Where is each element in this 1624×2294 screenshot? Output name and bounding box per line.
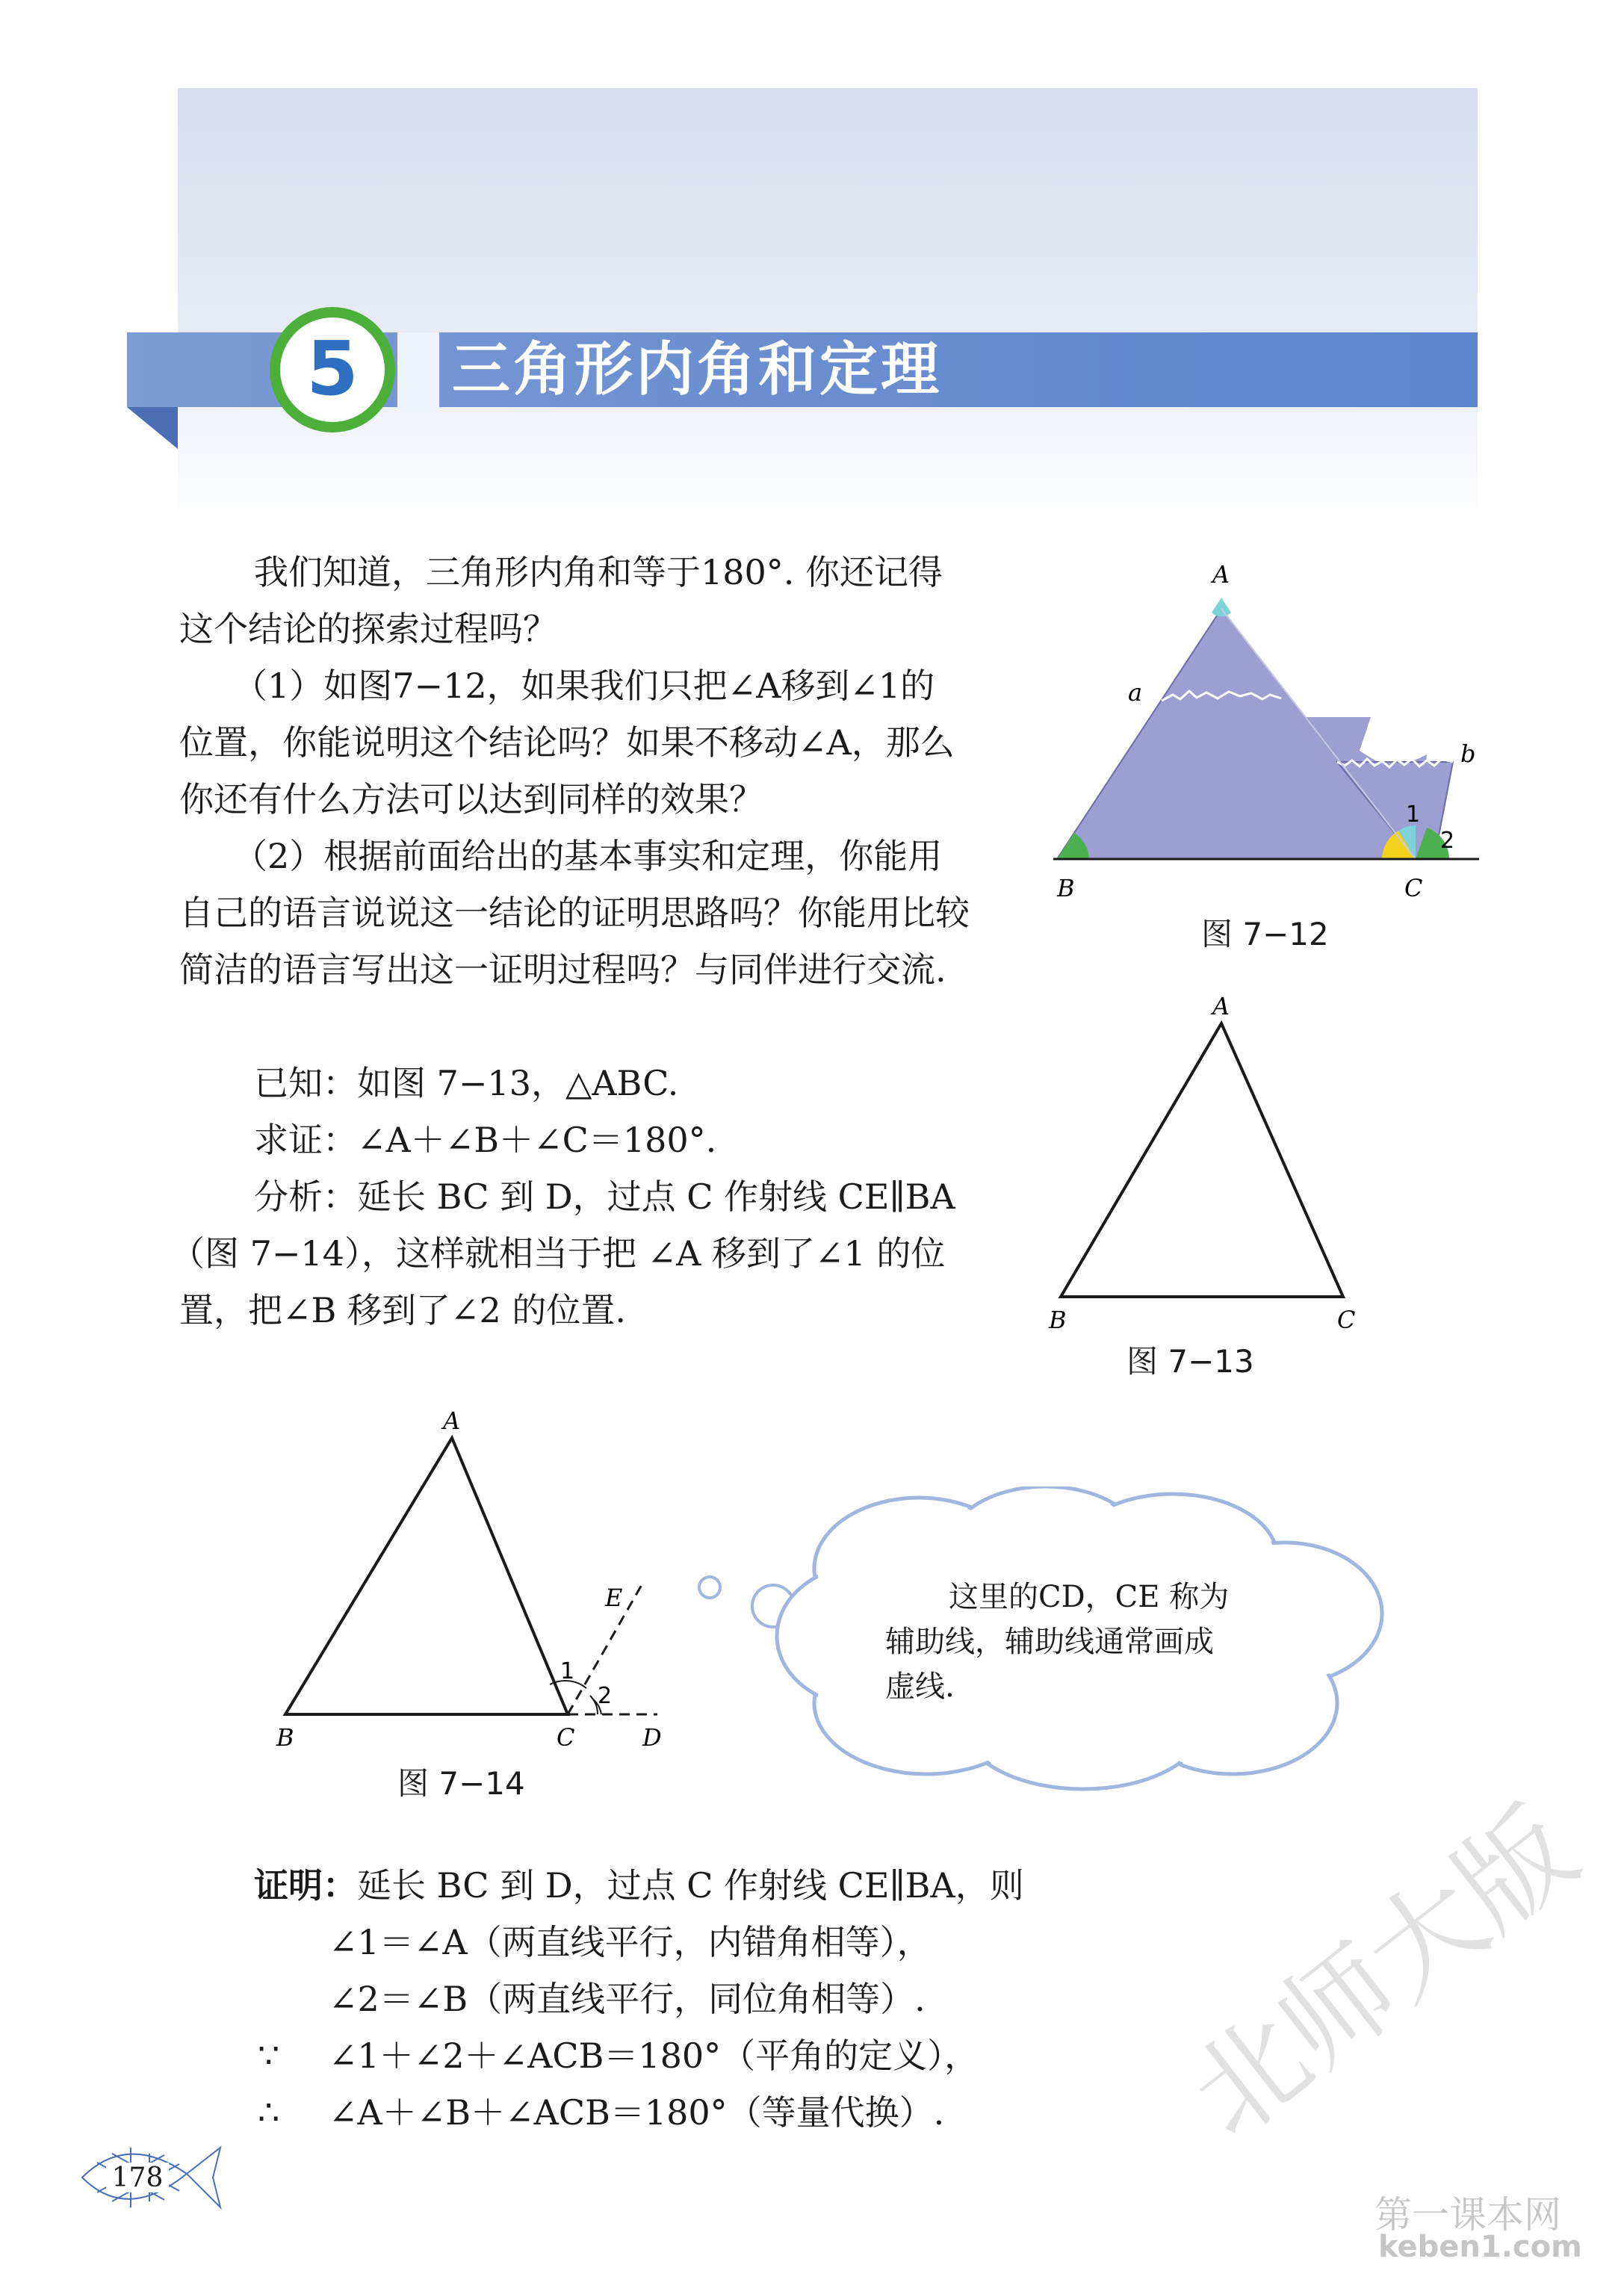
- fig14-label-E: E: [605, 1584, 623, 1612]
- proof-line-2: ∠1＝∠A（两直线平行，内错角相等），: [329, 1922, 932, 1962]
- analysis-line-3: 置，把∠B 移到了∠2 的位置.: [179, 1290, 627, 1330]
- fig12-label-A: A: [1212, 560, 1230, 589]
- figure-7-12: [1031, 538, 1479, 941]
- analysis-line-1: 分析：延长 BC 到 D，过点 C 作射线 CE∥BA: [254, 1177, 955, 1217]
- intro-line-1: 我们知道，三角形内角和等于180°. 你还记得: [254, 552, 943, 592]
- question-1-line-1: （1）如图7−12，如果我们只把∠A移到∠1的: [233, 666, 935, 706]
- question-2-line-2: 自己的语言说说这一结论的证明思路吗？你能用比较: [179, 893, 970, 933]
- section-number: 5: [306, 325, 359, 412]
- fig14-label-2: 2: [598, 1683, 613, 1709]
- figure-7-14-caption: 图 7−14: [397, 1765, 525, 1802]
- given-statement: 已知：如图 7−13，△ABC.: [254, 1063, 679, 1103]
- because-symbol: ∵: [258, 2036, 280, 2076]
- cloud-text-line-2: 辅助线，辅助线通常画成: [885, 1625, 1214, 1659]
- fig14-label-A: A: [443, 1407, 461, 1435]
- page-number: 178: [111, 2163, 164, 2193]
- question-2-line-3: 简洁的语言写出这一证明过程吗？与同伴进行交流.: [179, 949, 946, 990]
- fig14-label-B: B: [276, 1723, 294, 1752]
- fig13-label-C: C: [1337, 1306, 1356, 1334]
- title-band-fold: [127, 407, 178, 449]
- header-background: [178, 88, 1478, 506]
- fig14-label-D: D: [642, 1723, 662, 1752]
- section-number-badge: [265, 303, 400, 437]
- cloud-text-line-3: 虚线.: [885, 1670, 955, 1704]
- url-watermark: keben1.com: [1378, 2230, 1582, 2264]
- fig14-label-C: C: [557, 1723, 575, 1752]
- title-band-gap: [397, 332, 439, 407]
- intro-line-2: 这个结论的探索过程吗？: [179, 609, 557, 649]
- fig12-label-1: 1: [1406, 802, 1421, 828]
- figure-7-13-caption: 图 7−13: [1126, 1343, 1254, 1380]
- question-1-line-3: 你还有什么方法可以达到同样的效果？: [179, 779, 763, 819]
- question-1-line-2: 位置，你能说明这个结论吗？如果不移动∠A，那么: [179, 722, 955, 763]
- page-number-fish-icon: [75, 2133, 232, 2222]
- question-2-line-1: （2）根据前面给出的基本事实和定理，你能用: [233, 836, 943, 876]
- figure-7-13: [1038, 985, 1367, 1336]
- figure-7-12-caption: 图 7−12: [1201, 916, 1329, 952]
- site-watermark: 第一课本网: [1374, 2193, 1561, 2236]
- fig13-label-A: A: [1212, 992, 1230, 1020]
- therefore-symbol: ∴: [258, 2092, 280, 2133]
- cloud-text-line-1: 这里的CD，CE 称为: [949, 1580, 1230, 1614]
- fig12-label-a: a: [1128, 678, 1143, 707]
- prove-statement: 求证：∠A＋∠B＋∠C＝180°.: [254, 1120, 717, 1160]
- proof-line-3: ∠2＝∠B（两直线平行，同位角相等）.: [329, 1979, 926, 2019]
- figure-7-14: [269, 1401, 687, 1752]
- section-title: 三角形内角和定理: [452, 336, 943, 403]
- analysis-line-2: （图 7−14），这样就相当于把 ∠A 移到了∠1 的位: [170, 1233, 946, 1274]
- proof-label: 证明：: [254, 1865, 357, 1906]
- fig14-label-1: 1: [560, 1658, 575, 1684]
- publisher-watermark: 北师大版: [1166, 1784, 1600, 2163]
- proof-line-5: ∠A＋∠B＋∠ACB＝180°（等量代换）.: [329, 2092, 945, 2133]
- fig12-label-B: B: [1057, 874, 1075, 902]
- fig12-label-C: C: [1404, 874, 1423, 902]
- proof-line-4: ∠1＋∠2＋∠ACB＝180°（平角的定义），: [329, 2036, 979, 2076]
- fig13-label-B: B: [1049, 1306, 1067, 1334]
- fig12-label-b: b: [1460, 740, 1476, 768]
- proof-line-1: [254, 1857, 1024, 1914]
- fig12-label-2: 2: [1440, 828, 1455, 854]
- proof-line-1-text: 延长 BC 到 D，过点 C 作射线 CE∥BA，则: [357, 1865, 1024, 1906]
